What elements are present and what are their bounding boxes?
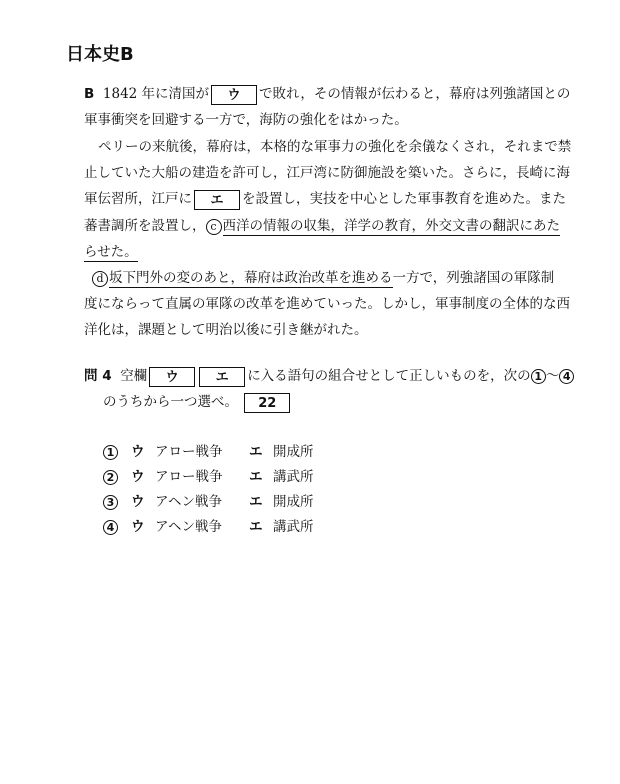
blank-u: ウ [211,85,257,105]
question-line-2 [103,392,292,413]
passage-text: を設置し，実技を中心とした軍事教育を進めた。また [242,191,566,207]
choice-value-u: アロー戦争 [155,469,223,485]
choice-label-u: ウ [131,494,145,510]
subject-title: 日本史B [66,44,134,65]
choice-number: 2 [103,470,118,485]
passage-text: 軍伝習所，江戸に [84,191,192,207]
passage-line-2: 軍事衝突を回避する一方で，海防の強化をはかった。 [84,112,408,128]
passage-line-3: ペリーの来航後，幕府は，本格的な軍事力の強化を余儀なくされ，それまで禁 [98,139,572,155]
choice-value-e: 講武所 [273,519,314,535]
passage-line-10: 洋化は，課題として明治以後に引き継がれた。 [84,322,368,338]
passage-text: 1842 年に清国が [102,86,210,102]
marker-d: d [92,271,108,287]
passage-line-4: 止していた大船の建造を許可し，江戸湾に防御施設を築いた。さらに，長崎に海 [84,165,570,181]
passage-line-6 [84,216,560,236]
passage-line-7 [84,242,138,262]
choice-number: 1 [103,445,118,460]
choice-number: 4 [103,520,118,535]
passage-text: 一方で，列強諸国の軍隊制 [392,270,555,286]
section-label: B [84,86,95,102]
passage-line-1 [84,84,570,105]
choice-value-e: 開成所 [273,494,314,510]
question-blank-u: ウ [149,367,195,387]
range-end: 4 [559,369,574,384]
range-start: 1 [531,369,546,384]
choice-label-e: エ [249,469,263,485]
choice-number: 3 [103,495,118,510]
choice-label-e: エ [249,519,263,535]
underlined-d: 坂下門外の変のあと，幕府は政治改革を進める [109,270,393,286]
choice-value-u: アヘン戦争 [155,519,222,535]
answer-box[interactable]: 22 [244,393,290,413]
marker-c: c [206,219,222,235]
choice-value-u: アヘン戦争 [155,494,222,510]
question-line-1 [84,366,574,387]
choice-label-u: ウ [131,444,145,460]
question-label: 問 4 [84,368,112,384]
question-blank-e: エ [199,367,245,387]
choice-value-e: 開成所 [273,444,314,460]
question-text: に入る語句の組合せとして正しいものを，次の [247,368,531,384]
underlined-c: 西洋の情報の収集，洋学の教育，外交文書の翻訳にあた [222,218,560,234]
underlined-c-cont: らせた。 [84,244,138,260]
choice-4[interactable] [103,517,314,537]
question-text-2: のうちから一つ選べ。 [103,394,238,410]
range-sep: 〜 [545,368,560,384]
passage-line-8 [92,268,554,288]
question-prefix: 空欄 [120,368,148,384]
choice-2[interactable] [103,467,314,487]
choice-3[interactable] [103,492,314,512]
choice-label-u: ウ [131,519,145,535]
choice-value-u: アロー戦争 [155,444,223,460]
passage-line-5 [84,189,566,210]
choice-value-e: 講武所 [273,469,314,485]
choice-1[interactable] [103,442,314,462]
passage-text: 蕃書調所を設置し， [84,218,206,234]
choice-label-u: ウ [131,469,145,485]
blank-e: エ [194,190,240,210]
choice-label-e: エ [249,444,263,460]
passage-text: で敗れ，その情報が伝わると，幕府は列強諸国との [259,86,571,102]
choice-label-e: エ [249,494,263,510]
passage-line-9: 度にならって直属の軍隊の改革を進めていった。しかし，軍事制度の全体的な西 [84,296,570,312]
